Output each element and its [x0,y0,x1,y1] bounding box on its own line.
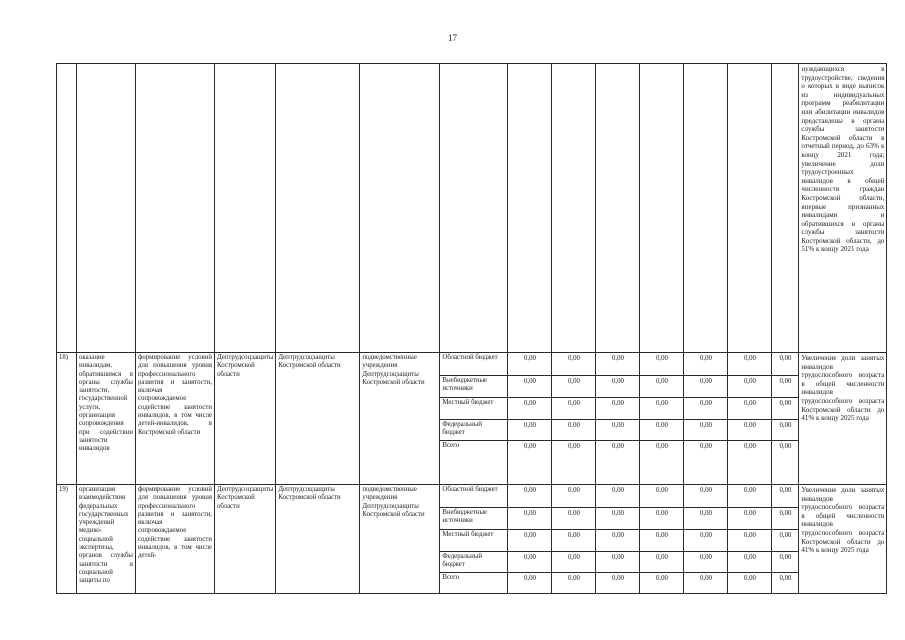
amount-cell: 0,00 [684,376,728,398]
amount-cell: 0,00 [684,441,728,485]
funding-source: Федеральный бюджет [440,420,508,441]
result-cell: Увеличение доли занятых инвалидов трудоспособного возраста в общей численности инвалидов трудоспособного возраста Костромской области до 41% к концу 2025 года [799,353,887,485]
result-cell: нуждающихся в трудоустройстве, сведения о которых в виде выписок из индивидуальных программ реабилитации или абилитации инвалидов представлены в органы службы занятости Костромской области в отчетный период, до 63% к концу 2021 года; увеличение доли трудоустроенных инвалидов в общей численности граждан Костромской области, впервые признанных инвалидами и обратившихся в органы службы занятости Костромской области, до 51% к концу 2021 года [799,64,887,353]
amount-cell: 0,00 [596,398,640,420]
amount-cell: 0,00 [508,376,552,398]
amount-cell: 0,00 [684,485,728,508]
amount-cell: 0,00 [552,573,596,594]
executor-cell: подведомственные учреждения Дептрудсоцзащиты Костромской области [360,353,440,485]
amount-cell: 0,00 [596,485,640,508]
amount-cell: 0,00 [772,441,799,485]
source-row [57,485,887,508]
empty-cell [508,64,552,353]
coordinator-cell: Дептрудсоцзащиты Костромской области [276,353,360,485]
empty-cell [552,64,596,353]
amount-cell: 0,00 [728,353,772,376]
amount-cell: 0,00 [508,353,552,376]
amount-cell: 0,00 [728,530,772,552]
responsible-cell: Дептрудсоцзащиты Костромской области [215,353,276,485]
amount-cell: 0,00 [508,508,552,530]
amount-cell: 0,00 [772,353,799,376]
amount-cell: 0,00 [596,376,640,398]
amount-cell: 0,00 [552,552,596,573]
amount-cell: 0,00 [728,398,772,420]
row-number: 18) [57,353,77,485]
funding-source: Внебюджетные источники [440,508,508,530]
amount-cell: 0,00 [640,398,684,420]
funding-source: Федеральный бюджет [440,552,508,573]
page-number: 17 [448,33,457,43]
coordinator-cell: Дептрудсоцзащиты Костромской области [276,485,360,594]
amount-cell: 0,00 [508,530,552,552]
amount-cell: 0,00 [552,353,596,376]
amount-cell: 0,00 [640,573,684,594]
amount-cell: 0,00 [728,573,772,594]
event-cell: организация взаимодействия федеральных государственных учреждений медико-социальной экспертизы, органов службы занятости и социальной защиты по [77,485,136,594]
amount-cell: 0,00 [552,508,596,530]
amount-cell: 0,00 [772,530,799,552]
amount-cell: 0,00 [552,441,596,485]
empty-cell [728,64,772,353]
amount-cell: 0,00 [772,376,799,398]
empty-cell [772,64,799,353]
amount-cell: 0,00 [508,485,552,508]
empty-cell [215,64,276,353]
funding-source: Всего [440,573,508,594]
source-row [57,353,887,376]
empty-cell [596,64,640,353]
amount-cell: 0,00 [552,376,596,398]
amount-cell: 0,00 [772,420,799,441]
task-cell: формирование условий для повышения уровня профессионального развития и занятости, включая сопровождаемое содействие занятости инвалидов, в том числе детей-инвалидов, в Костромской области [136,353,215,485]
funding-source: Всего [440,441,508,485]
amount-cell: 0,00 [508,441,552,485]
empty-cell [440,64,508,353]
amount-cell: 0,00 [552,485,596,508]
empty-cell [684,64,728,353]
amount-cell: 0,00 [640,485,684,508]
empty-cell [360,64,440,353]
empty-cell [136,64,215,353]
amount-cell: 0,00 [728,552,772,573]
amount-cell: 0,00 [552,530,596,552]
amount-cell: 0,00 [640,376,684,398]
responsible-cell: Дептрудсоцзащиты Костромской области [215,485,276,594]
amount-cell: 0,00 [596,420,640,441]
row-number: 19) [57,485,77,594]
task-cell: формирование условий для повышения уровня профессионального развития и занятости, включая сопровождаемое содействие занятости инвалидов, в том числе детей- [136,485,215,594]
amount-cell: 0,00 [728,508,772,530]
funding-source: Областной бюджет [440,353,508,376]
amount-cell: 0,00 [684,530,728,552]
continuation-row [57,64,887,353]
amount-cell: 0,00 [640,530,684,552]
amount-cell: 0,00 [508,420,552,441]
amount-cell: 0,00 [772,552,799,573]
amount-cell: 0,00 [728,420,772,441]
amount-cell: 0,00 [508,573,552,594]
empty-cell [77,64,136,353]
amount-cell: 0,00 [684,573,728,594]
program-measures-table [56,63,887,594]
amount-cell: 0,00 [772,485,799,508]
funding-source: Внебюджетные источники [440,376,508,398]
amount-cell: 0,00 [640,353,684,376]
result-cell: Увеличение доли занятых инвалидов трудоспособного возраста в общей численности инвалидов трудоспособного возраста Костромской области до 41% к концу 2025 года [799,485,887,594]
amount-cell: 0,00 [728,441,772,485]
amount-cell: 0,00 [728,376,772,398]
amount-cell: 0,00 [728,485,772,508]
amount-cell: 0,00 [640,552,684,573]
amount-cell: 0,00 [684,398,728,420]
amount-cell: 0,00 [508,552,552,573]
amount-cell: 0,00 [508,398,552,420]
funding-source: Областной бюджет [440,485,508,508]
amount-cell: 0,00 [640,441,684,485]
amount-cell: 0,00 [596,508,640,530]
funding-source: Местный бюджет [440,398,508,420]
amount-cell: 0,00 [640,420,684,441]
amount-cell: 0,00 [640,508,684,530]
amount-cell: 0,00 [596,441,640,485]
amount-cell: 0,00 [772,508,799,530]
empty-cell [276,64,360,353]
amount-cell: 0,00 [684,353,728,376]
amount-cell: 0,00 [772,398,799,420]
amount-cell: 0,00 [596,353,640,376]
amount-cell: 0,00 [684,508,728,530]
amount-cell: 0,00 [552,420,596,441]
amount-cell: 0,00 [596,530,640,552]
empty-cell [57,64,77,353]
funding-source: Местный бюджет [440,530,508,552]
amount-cell: 0,00 [684,420,728,441]
amount-cell: 0,00 [596,552,640,573]
executor-cell: подведомственные учреждения Дептрудсоцзащиты Костромской области [360,485,440,594]
amount-cell: 0,00 [596,573,640,594]
amount-cell: 0,00 [684,552,728,573]
event-cell: оказание инвалидам, обратившимся в органы службы занятости, государственной услуги, организация сопровождения при содействии занятости инвалидов [77,353,136,485]
amount-cell: 0,00 [552,398,596,420]
amount-cell: 0,00 [772,573,799,594]
empty-cell [640,64,684,353]
